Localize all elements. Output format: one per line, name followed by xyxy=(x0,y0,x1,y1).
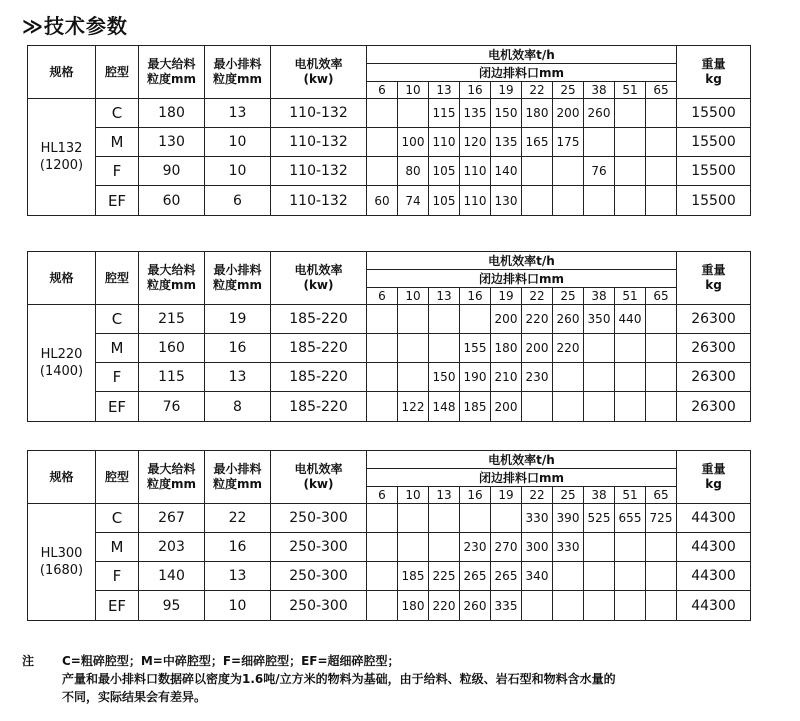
motor-cell: 250-300 xyxy=(271,504,367,533)
weight-cell: 15500 xyxy=(677,128,751,157)
weight-header-line2: kg xyxy=(705,278,722,292)
capacity-cell: 210 xyxy=(491,363,522,392)
setting-cell: 38 xyxy=(584,82,615,99)
spec-table-hl220 xyxy=(27,251,751,422)
min-discharge-cell: 10 xyxy=(205,157,271,186)
capacity-cell xyxy=(553,186,584,216)
max-feed-header-line1: 最大给料 xyxy=(147,57,196,71)
capacity-cell xyxy=(367,334,398,363)
weight-cell: 15500 xyxy=(677,186,751,216)
motor-cell: 185-220 xyxy=(271,334,367,363)
discharge-setting-header: 闭边排料口mm xyxy=(367,270,677,288)
motor-header-line2: (kw) xyxy=(303,278,334,292)
capacity-cell: 130 xyxy=(491,186,522,216)
capacity-cell: 100 xyxy=(398,128,429,157)
max-feed-cell: 140 xyxy=(139,562,205,591)
capacity-cell: 300 xyxy=(522,533,553,562)
motor-header xyxy=(271,451,367,504)
notes-block xyxy=(22,652,797,706)
max-feed-cell: 90 xyxy=(139,157,205,186)
motor-cell: 250-300 xyxy=(271,533,367,562)
note-line: 产量和最小排料口数据碎以密度为1.6吨/立方米的物料为基础，由于给料、粒级、岩石型和物料含水量的 xyxy=(62,672,616,686)
capacity-cell xyxy=(367,128,398,157)
weight-header-line1: 重量 xyxy=(701,57,726,71)
discharge-setting-header: 闭边排料口mm xyxy=(367,64,677,82)
capacity-cell xyxy=(646,305,677,334)
capacity-cell xyxy=(398,99,429,128)
min-discharge-cell: 13 xyxy=(205,562,271,591)
capacity-cell xyxy=(615,334,646,363)
capacity-cell xyxy=(584,562,615,591)
capacity-cell xyxy=(646,128,677,157)
setting-cell: 51 xyxy=(615,82,646,99)
capacity-cell xyxy=(646,157,677,186)
capacity-cell xyxy=(429,334,460,363)
capacity-cell: 110 xyxy=(429,128,460,157)
min-discharge-cell: 10 xyxy=(205,591,271,621)
spec-header: 规格 xyxy=(28,252,96,305)
motor-cell: 250-300 xyxy=(271,591,367,621)
capacity-cell: 330 xyxy=(522,504,553,533)
capacity-cell xyxy=(553,363,584,392)
capacity-cell: 200 xyxy=(491,392,522,422)
setting-cell: 19 xyxy=(491,288,522,305)
model-name: HL300 xyxy=(40,546,83,561)
motor-cell: 110-132 xyxy=(271,128,367,157)
setting-cell: 22 xyxy=(522,288,553,305)
discharge-setting-header: 闭边排料口mm xyxy=(367,469,677,487)
capacity-cell xyxy=(615,128,646,157)
capacity-cell xyxy=(615,157,646,186)
min-discharge-cell: 19 xyxy=(205,305,271,334)
capacity-cell xyxy=(584,392,615,422)
setting-cell: 13 xyxy=(429,82,460,99)
capacity-header: 电机效率t/h xyxy=(367,252,677,270)
cavity-header: 腔型 xyxy=(96,46,139,99)
capacity-cell xyxy=(646,363,677,392)
capacity-cell xyxy=(367,99,398,128)
cavity-cell: F xyxy=(96,363,139,392)
setting-cell: 10 xyxy=(398,288,429,305)
capacity-cell: 150 xyxy=(491,99,522,128)
capacity-cell xyxy=(646,99,677,128)
max-feed-cell: 130 xyxy=(139,128,205,157)
weight-cell: 26300 xyxy=(677,392,751,422)
table-row xyxy=(28,128,751,157)
capacity-cell xyxy=(553,591,584,621)
capacity-cell: 180 xyxy=(491,334,522,363)
max-feed-header-line2: 粒度mm xyxy=(146,72,196,86)
min-discharge-cell: 10 xyxy=(205,128,271,157)
cavity-header: 腔型 xyxy=(96,451,139,504)
capacity-cell xyxy=(584,334,615,363)
model-cell xyxy=(28,99,96,216)
capacity-cell xyxy=(367,305,398,334)
table-row xyxy=(28,562,751,591)
capacity-cell xyxy=(615,392,646,422)
capacity-cell: 150 xyxy=(429,363,460,392)
capacity-cell: 110 xyxy=(460,157,491,186)
capacity-cell: 148 xyxy=(429,392,460,422)
cavity-cell: C xyxy=(96,504,139,533)
table-row xyxy=(28,334,751,363)
capacity-cell: 135 xyxy=(460,99,491,128)
capacity-cell xyxy=(553,392,584,422)
capacity-cell: 60 xyxy=(367,186,398,216)
model-name: HL132 xyxy=(40,141,83,156)
capacity-cell xyxy=(367,363,398,392)
capacity-cell xyxy=(367,562,398,591)
setting-cell: 13 xyxy=(429,487,460,504)
min-discharge-cell: 16 xyxy=(205,533,271,562)
capacity-cell: 525 xyxy=(584,504,615,533)
motor-cell: 185-220 xyxy=(271,392,367,422)
max-feed-header-line1: 最大给料 xyxy=(147,462,196,476)
table-row xyxy=(28,363,751,392)
capacity-cell xyxy=(584,363,615,392)
capacity-cell: 120 xyxy=(460,128,491,157)
motor-cell: 250-300 xyxy=(271,562,367,591)
notes-label: 注 xyxy=(22,654,35,668)
capacity-cell: 335 xyxy=(491,591,522,621)
max-feed-header-line1: 最大给料 xyxy=(147,263,196,277)
setting-cell: 38 xyxy=(584,288,615,305)
setting-cell: 65 xyxy=(646,288,677,305)
capacity-cell: 330 xyxy=(553,533,584,562)
table-row xyxy=(28,533,751,562)
capacity-cell xyxy=(615,591,646,621)
capacity-cell: 725 xyxy=(646,504,677,533)
capacity-cell: 340 xyxy=(522,562,553,591)
capacity-cell: 155 xyxy=(460,334,491,363)
capacity-cell: 135 xyxy=(491,128,522,157)
weight-cell: 44300 xyxy=(677,591,751,621)
min-discharge-header xyxy=(205,451,271,504)
model-cell xyxy=(28,504,96,621)
capacity-cell xyxy=(553,157,584,186)
max-feed-cell: 115 xyxy=(139,363,205,392)
capacity-cell xyxy=(491,504,522,533)
capacity-cell xyxy=(398,305,429,334)
setting-cell: 25 xyxy=(553,487,584,504)
weight-cell: 44300 xyxy=(677,533,751,562)
cavity-cell: C xyxy=(96,99,139,128)
max-feed-cell: 180 xyxy=(139,99,205,128)
capacity-cell: 440 xyxy=(615,305,646,334)
capacity-cell xyxy=(398,334,429,363)
capacity-cell xyxy=(522,591,553,621)
cavity-cell: F xyxy=(96,157,139,186)
capacity-cell: 180 xyxy=(522,99,553,128)
setting-cell: 6 xyxy=(367,82,398,99)
max-feed-cell: 60 xyxy=(139,186,205,216)
weight-cell: 15500 xyxy=(677,99,751,128)
capacity-cell: 190 xyxy=(460,363,491,392)
max-feed-header xyxy=(139,252,205,305)
cavity-header: 腔型 xyxy=(96,252,139,305)
min-discharge-header xyxy=(205,46,271,99)
min-discharge-header-line1: 最小排料 xyxy=(213,462,262,476)
motor-cell: 110-132 xyxy=(271,157,367,186)
capacity-cell xyxy=(615,363,646,392)
setting-cell: 6 xyxy=(367,288,398,305)
max-feed-header-line2: 粒度mm xyxy=(146,278,196,292)
setting-cell: 51 xyxy=(615,288,646,305)
motor-header-line2: (kw) xyxy=(303,477,334,491)
note-line: C=粗碎腔型；M=中碎腔型；F=细碎腔型；EF=超细碎腔型； xyxy=(62,654,400,668)
capacity-cell xyxy=(367,533,398,562)
min-discharge-cell: 6 xyxy=(205,186,271,216)
motor-cell: 185-220 xyxy=(271,305,367,334)
cavity-cell: M xyxy=(96,334,139,363)
setting-cell: 22 xyxy=(522,487,553,504)
capacity-cell: 185 xyxy=(460,392,491,422)
capacity-cell xyxy=(429,504,460,533)
capacity-cell xyxy=(367,591,398,621)
capacity-cell: 110 xyxy=(460,186,491,216)
capacity-header: 电机效率t/h xyxy=(367,46,677,64)
table-row xyxy=(28,99,751,128)
capacity-cell: 165 xyxy=(522,128,553,157)
capacity-cell: 220 xyxy=(522,305,553,334)
capacity-cell: 105 xyxy=(429,157,460,186)
min-discharge-header xyxy=(205,252,271,305)
max-feed-header xyxy=(139,451,205,504)
capacity-cell: 185 xyxy=(398,562,429,591)
motor-cell: 110-132 xyxy=(271,186,367,216)
weight-header-line2: kg xyxy=(705,477,722,491)
max-feed-cell: 267 xyxy=(139,504,205,533)
motor-header-line1: 电机效率 xyxy=(294,57,343,71)
min-discharge-header-line2: 粒度mm xyxy=(212,477,262,491)
weight-cell: 26300 xyxy=(677,305,751,334)
weight-header-line1: 重量 xyxy=(701,263,726,277)
capacity-cell xyxy=(646,334,677,363)
capacity-cell xyxy=(553,562,584,591)
setting-cell: 38 xyxy=(584,487,615,504)
cavity-cell: M xyxy=(96,533,139,562)
table-row xyxy=(28,591,751,621)
motor-cell: 110-132 xyxy=(271,99,367,128)
weight-cell: 26300 xyxy=(677,363,751,392)
table-row xyxy=(28,186,751,216)
capacity-cell xyxy=(646,562,677,591)
max-feed-header xyxy=(139,46,205,99)
capacity-cell xyxy=(615,533,646,562)
note-line: 不同，实际结果会有差异。 xyxy=(62,690,207,704)
weight-header-line2: kg xyxy=(705,72,722,86)
capacity-cell: 230 xyxy=(522,363,553,392)
capacity-cell xyxy=(615,186,646,216)
cavity-cell: EF xyxy=(96,392,139,422)
max-feed-cell: 215 xyxy=(139,305,205,334)
cavity-cell: F xyxy=(96,562,139,591)
setting-cell: 13 xyxy=(429,288,460,305)
cavity-cell: EF xyxy=(96,186,139,216)
capacity-cell xyxy=(646,392,677,422)
capacity-cell xyxy=(398,504,429,533)
setting-cell: 65 xyxy=(646,82,677,99)
setting-cell: 16 xyxy=(460,487,491,504)
setting-cell: 16 xyxy=(460,82,491,99)
capacity-cell: 220 xyxy=(553,334,584,363)
motor-cell: 185-220 xyxy=(271,363,367,392)
setting-cell: 19 xyxy=(491,82,522,99)
capacity-cell xyxy=(615,562,646,591)
spec-header: 规格 xyxy=(28,451,96,504)
max-feed-header-line2: 粒度mm xyxy=(146,477,196,491)
model-cell xyxy=(28,305,96,422)
min-discharge-header-line1: 最小排料 xyxy=(213,57,262,71)
capacity-cell: 105 xyxy=(429,186,460,216)
capacity-cell: 200 xyxy=(522,334,553,363)
model-size: (1680) xyxy=(39,563,84,578)
capacity-cell xyxy=(429,533,460,562)
motor-header-line1: 电机效率 xyxy=(294,263,343,277)
capacity-cell: 115 xyxy=(429,99,460,128)
motor-header-line1: 电机效率 xyxy=(294,462,343,476)
setting-cell: 65 xyxy=(646,487,677,504)
capacity-cell xyxy=(584,186,615,216)
capacity-cell: 350 xyxy=(584,305,615,334)
weight-header xyxy=(677,252,751,305)
capacity-cell xyxy=(460,305,491,334)
weight-header xyxy=(677,451,751,504)
table-row xyxy=(28,305,751,334)
setting-cell: 16 xyxy=(460,288,491,305)
capacity-cell: 200 xyxy=(553,99,584,128)
spec-table-hl132 xyxy=(27,45,751,216)
setting-cell: 22 xyxy=(522,82,553,99)
model-size: (1200) xyxy=(39,158,84,173)
setting-cell: 25 xyxy=(553,288,584,305)
max-feed-cell: 203 xyxy=(139,533,205,562)
table-row xyxy=(28,504,751,533)
capacity-cell xyxy=(367,392,398,422)
capacity-cell xyxy=(615,99,646,128)
motor-header xyxy=(271,252,367,305)
capacity-cell xyxy=(522,392,553,422)
capacity-cell: 122 xyxy=(398,392,429,422)
max-feed-cell: 160 xyxy=(139,334,205,363)
cavity-cell: EF xyxy=(96,591,139,621)
capacity-cell: 76 xyxy=(584,157,615,186)
capacity-cell: 200 xyxy=(491,305,522,334)
capacity-cell xyxy=(367,157,398,186)
setting-cell: 6 xyxy=(367,487,398,504)
weight-cell: 44300 xyxy=(677,562,751,591)
min-discharge-header-line2: 粒度mm xyxy=(212,278,262,292)
capacity-cell xyxy=(522,186,553,216)
setting-cell: 25 xyxy=(553,82,584,99)
capacity-cell: 220 xyxy=(429,591,460,621)
setting-cell: 10 xyxy=(398,487,429,504)
capacity-cell: 655 xyxy=(615,504,646,533)
capacity-cell: 74 xyxy=(398,186,429,216)
capacity-cell: 225 xyxy=(429,562,460,591)
capacity-cell xyxy=(398,533,429,562)
spec-table-hl300 xyxy=(27,450,751,621)
table-row xyxy=(28,392,751,422)
weight-cell: 44300 xyxy=(677,504,751,533)
capacity-cell: 265 xyxy=(491,562,522,591)
capacity-cell: 175 xyxy=(553,128,584,157)
capacity-cell: 390 xyxy=(553,504,584,533)
capacity-cell: 80 xyxy=(398,157,429,186)
weight-header xyxy=(677,46,751,99)
weight-header-line1: 重量 xyxy=(701,462,726,476)
setting-cell: 10 xyxy=(398,82,429,99)
weight-cell: 15500 xyxy=(677,157,751,186)
setting-cell: 19 xyxy=(491,487,522,504)
min-discharge-header-line1: 最小排料 xyxy=(213,263,262,277)
capacity-cell xyxy=(584,591,615,621)
capacity-cell xyxy=(429,305,460,334)
min-discharge-cell: 22 xyxy=(205,504,271,533)
min-discharge-cell: 13 xyxy=(205,99,271,128)
cavity-cell: C xyxy=(96,305,139,334)
min-discharge-cell: 8 xyxy=(205,392,271,422)
setting-cell: 51 xyxy=(615,487,646,504)
capacity-cell xyxy=(398,363,429,392)
max-feed-cell: 76 xyxy=(139,392,205,422)
spec-header: 规格 xyxy=(28,46,96,99)
cavity-cell: M xyxy=(96,128,139,157)
min-discharge-cell: 16 xyxy=(205,334,271,363)
capacity-cell: 230 xyxy=(460,533,491,562)
capacity-cell xyxy=(646,533,677,562)
capacity-cell xyxy=(584,128,615,157)
capacity-cell xyxy=(646,591,677,621)
motor-header-line2: (kw) xyxy=(303,72,334,86)
capacity-cell: 260 xyxy=(460,591,491,621)
capacity-header: 电机效率t/h xyxy=(367,451,677,469)
capacity-cell: 180 xyxy=(398,591,429,621)
min-discharge-header-line2: 粒度mm xyxy=(212,72,262,86)
capacity-cell: 265 xyxy=(460,562,491,591)
capacity-cell xyxy=(522,157,553,186)
min-discharge-cell: 13 xyxy=(205,363,271,392)
max-feed-cell: 95 xyxy=(139,591,205,621)
capacity-cell xyxy=(367,504,398,533)
capacity-cell: 260 xyxy=(584,99,615,128)
table-row xyxy=(28,157,751,186)
capacity-cell xyxy=(584,533,615,562)
capacity-cell: 140 xyxy=(491,157,522,186)
capacity-cell xyxy=(460,504,491,533)
capacity-cell: 260 xyxy=(553,305,584,334)
capacity-cell xyxy=(646,186,677,216)
model-size: (1400) xyxy=(39,364,84,379)
weight-cell: 26300 xyxy=(677,334,751,363)
motor-header xyxy=(271,46,367,99)
model-name: HL220 xyxy=(40,347,83,362)
section-heading: ≫技术参数 xyxy=(22,14,128,38)
capacity-cell: 270 xyxy=(491,533,522,562)
